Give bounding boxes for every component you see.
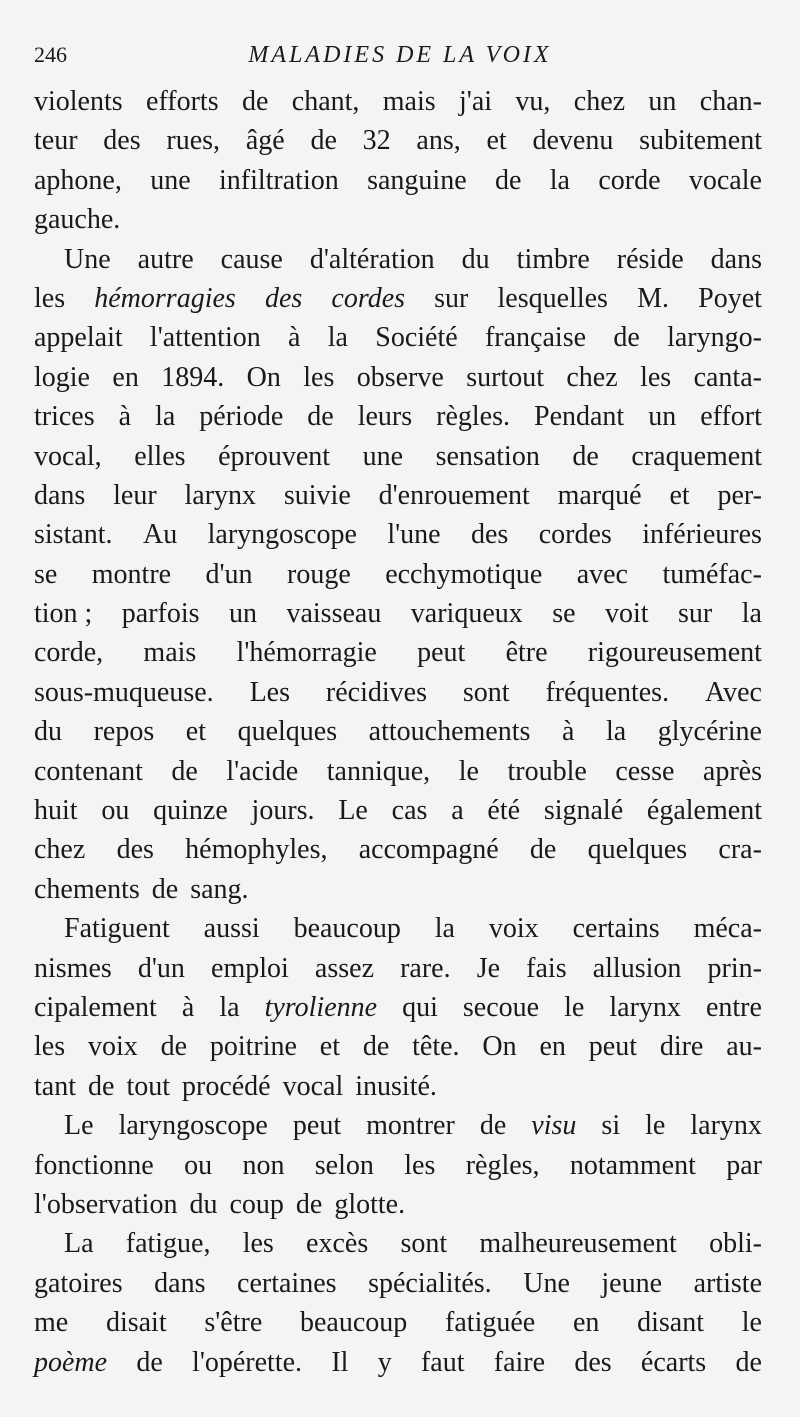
word: cordes: [538, 519, 612, 551]
word: elles: [134, 440, 186, 472]
text-line: [34, 200, 762, 239]
word: Les: [249, 676, 290, 708]
word: le: [741, 1307, 762, 1339]
word: des: [574, 1346, 612, 1378]
word: chez: [573, 86, 626, 117]
word: chez: [566, 361, 618, 393]
word: les: [303, 361, 335, 393]
word: sistant.: [34, 519, 113, 551]
word: M.: [637, 282, 669, 314]
word: tion ;: [34, 598, 93, 630]
word: dire: [659, 1031, 704, 1063]
word: éprouvent: [218, 440, 331, 472]
word: l'attention: [149, 322, 261, 354]
word: nismes: [34, 952, 112, 984]
word: la: [155, 401, 176, 433]
word: craquement: [631, 440, 762, 472]
word: canta-: [693, 361, 762, 393]
word: rues,: [166, 125, 221, 157]
word: le: [458, 755, 479, 787]
word: glotte.: [334, 1188, 406, 1220]
word: tuméfac-: [662, 558, 762, 590]
word: l'une: [387, 519, 441, 551]
word: Le: [338, 795, 368, 827]
text-line: [34, 161, 762, 200]
word: tyrolienne: [264, 991, 378, 1023]
word: suivie: [283, 479, 351, 511]
word: entre: [705, 991, 762, 1023]
word: autre: [137, 243, 194, 275]
word: laryngoscope: [118, 1110, 268, 1142]
word: Au: [142, 519, 178, 551]
text-line: [34, 121, 762, 160]
word: des: [103, 125, 141, 157]
word: cra-: [718, 834, 762, 866]
word: prin-: [707, 952, 762, 984]
word: chez: [34, 834, 86, 866]
word: inusité.: [355, 1070, 437, 1102]
word: poitrine: [209, 1031, 297, 1063]
text-line: [34, 318, 762, 357]
word: dans: [710, 243, 762, 275]
word: fonctionne: [34, 1149, 154, 1181]
word: de: [529, 834, 557, 866]
text-line: [34, 82, 762, 121]
word: montre: [91, 558, 172, 590]
word: une: [150, 164, 191, 196]
word: observe: [356, 361, 444, 393]
word: quelques: [587, 834, 688, 866]
word: disant: [637, 1307, 704, 1339]
word: le: [564, 991, 585, 1023]
text-line: [34, 476, 762, 515]
word: la: [741, 598, 762, 630]
word: fatigue,: [125, 1228, 211, 1260]
page-number: 246: [34, 42, 67, 67]
text-line: [34, 870, 762, 909]
word: tête.: [412, 1031, 460, 1063]
text-line: [34, 712, 762, 751]
word: chements: [34, 873, 140, 905]
word: Société: [375, 322, 458, 354]
word: rare.: [400, 952, 451, 984]
word: tannique,: [326, 755, 431, 787]
word: cordes: [331, 282, 406, 314]
word: infiltration: [218, 164, 339, 196]
word: hémorragies: [94, 282, 236, 314]
word: un: [648, 401, 677, 433]
word: sang.: [190, 873, 249, 905]
word: visu: [531, 1110, 577, 1142]
text-line: [34, 633, 762, 672]
word: cause: [220, 243, 283, 275]
word: Fatiguent: [64, 913, 170, 945]
word: et: [185, 716, 206, 748]
word: coup: [229, 1188, 284, 1220]
word: des: [470, 519, 509, 551]
word: rigoureusement: [587, 637, 762, 669]
word: quinze: [153, 795, 228, 827]
text-line: [34, 1303, 762, 1342]
word: assez: [314, 952, 374, 984]
word: fais: [526, 952, 567, 984]
word: emploi: [211, 952, 289, 984]
word: voix: [488, 913, 539, 945]
word: de: [307, 401, 334, 433]
word: devenu: [532, 125, 614, 157]
word: aphone,: [34, 164, 122, 196]
word: La: [64, 1228, 94, 1260]
word: procédé: [182, 1070, 271, 1102]
word: chant,: [291, 86, 360, 117]
word: non: [242, 1149, 285, 1181]
word: spécialités.: [368, 1267, 492, 1299]
word: excès: [306, 1228, 369, 1260]
word: vocale: [688, 164, 762, 196]
word: et: [669, 479, 690, 511]
text-line: [34, 358, 762, 397]
word: a: [451, 795, 464, 827]
word: faut: [420, 1346, 465, 1378]
word: tant: [34, 1070, 76, 1102]
word: allusion: [592, 952, 682, 984]
word: réside: [616, 243, 684, 275]
text-line: [34, 1264, 762, 1303]
running-head: [30, 42, 770, 78]
word: et: [319, 1031, 341, 1063]
word: les: [640, 361, 672, 393]
word: des: [264, 282, 303, 314]
word: d'un: [137, 952, 185, 984]
word: ecchymotique: [385, 558, 543, 590]
word: cesse: [615, 755, 675, 787]
word: Avec: [704, 676, 762, 708]
word: y: [377, 1346, 392, 1378]
word: en: [539, 1031, 566, 1063]
word: teur: [34, 125, 78, 157]
word: à: [181, 991, 195, 1023]
word: de: [479, 1110, 507, 1142]
word: à: [561, 716, 575, 748]
word: jours.: [251, 795, 315, 827]
word: hémophyles,: [185, 834, 328, 866]
text-line: [34, 515, 762, 554]
word: la: [605, 716, 627, 748]
word: inférieures: [642, 519, 762, 551]
text-line: [34, 988, 762, 1027]
word: de: [88, 1070, 115, 1102]
word: être: [505, 637, 548, 669]
word: logie: [34, 361, 90, 393]
word: les: [404, 1149, 436, 1181]
word: après: [702, 755, 762, 787]
word: accompagné: [358, 834, 499, 866]
word: dans: [34, 479, 86, 511]
word: Il: [331, 1346, 349, 1378]
word: vocal: [282, 1070, 344, 1102]
word: notamment: [569, 1149, 696, 1181]
word: glycérine: [657, 716, 762, 748]
word: la: [219, 991, 240, 1023]
text-line: [34, 1027, 762, 1066]
word: une: [362, 440, 404, 472]
word: fatiguée: [445, 1307, 536, 1339]
text-line: [34, 1343, 762, 1382]
word: règles.: [436, 401, 510, 433]
word: voix: [87, 1031, 138, 1063]
word: contenant: [34, 755, 143, 787]
word: les: [242, 1228, 274, 1260]
word: laryngo-: [667, 322, 762, 354]
word: Je: [476, 952, 501, 984]
word: de: [310, 125, 337, 157]
word: chan-: [699, 86, 762, 117]
word: lesquelles: [497, 282, 608, 314]
word: sur: [434, 282, 469, 314]
word: mais: [143, 637, 197, 669]
word: obli-: [709, 1228, 762, 1260]
text-line: [34, 1067, 762, 1106]
word: huit: [34, 795, 78, 827]
word: peut: [292, 1110, 342, 1142]
word: rouge: [287, 558, 351, 590]
word: récidives: [325, 676, 427, 708]
word: dans: [154, 1267, 206, 1299]
word: faire: [493, 1346, 546, 1378]
word: On: [482, 1031, 517, 1063]
word: au-: [726, 1031, 762, 1063]
word: du: [461, 243, 490, 275]
word: également: [646, 795, 762, 827]
word: vocal,: [34, 440, 102, 472]
word: artiste: [693, 1267, 762, 1299]
word: si: [601, 1110, 621, 1142]
word: effort: [700, 401, 762, 433]
word: quelques: [237, 716, 338, 748]
word: d'enrouement: [378, 479, 530, 511]
text-line: [34, 397, 762, 436]
word: de: [151, 873, 179, 905]
word: ou: [101, 795, 130, 827]
word: peut: [417, 637, 466, 669]
word: par: [726, 1149, 762, 1181]
word: sont: [462, 676, 510, 708]
word: repos: [93, 716, 155, 748]
word: méca-: [693, 913, 762, 945]
word: sensation: [435, 440, 540, 472]
word: peut: [588, 1031, 637, 1063]
word: l'observation: [34, 1188, 178, 1220]
word: subitement: [639, 125, 762, 157]
word: ou: [184, 1149, 213, 1181]
word: le: [645, 1110, 666, 1142]
word: la: [434, 913, 455, 945]
word: sanguine: [367, 164, 467, 196]
word: vaisseau: [286, 598, 382, 630]
word: avec: [576, 558, 628, 590]
word: sur: [678, 598, 713, 630]
word: française: [484, 322, 587, 354]
word: Une: [64, 243, 111, 275]
word: marqué: [557, 479, 642, 511]
word: signalé: [543, 795, 624, 827]
word: malheureusement: [479, 1228, 677, 1260]
text-line: [34, 1224, 762, 1263]
word: âgé: [245, 125, 285, 157]
word: beaucoup: [300, 1307, 408, 1339]
text-line: [34, 791, 762, 830]
word: à: [118, 401, 132, 433]
word: de: [362, 1031, 390, 1063]
word: et: [486, 125, 507, 157]
text-line: [34, 594, 762, 633]
text-line: [34, 1185, 762, 1224]
word: se: [552, 598, 576, 630]
word: violents: [34, 86, 123, 117]
word: de: [494, 164, 522, 196]
text-line: [34, 279, 762, 318]
word: de: [572, 440, 599, 472]
word: 32: [362, 125, 391, 157]
text-line: [34, 1106, 762, 1145]
word: du: [189, 1188, 218, 1220]
word: un: [229, 598, 258, 630]
word: trices: [34, 401, 95, 433]
word: secoue: [462, 991, 540, 1023]
word: On: [246, 361, 281, 393]
word: écarts: [640, 1346, 707, 1378]
word: s'être: [204, 1307, 263, 1339]
word: Pendant: [534, 401, 625, 433]
word: gatoires: [34, 1267, 123, 1299]
word: per-: [717, 479, 762, 511]
word: l'hémorragie: [236, 637, 377, 669]
running-title: MALADIES DE LA VOIX: [248, 42, 552, 68]
word: se: [34, 558, 58, 590]
word: certains: [572, 913, 660, 945]
word: leur: [113, 479, 157, 511]
word: de: [241, 86, 269, 117]
text-line: [34, 555, 762, 594]
word: timbre: [516, 243, 590, 275]
word: la: [549, 164, 570, 196]
word: larynx: [184, 479, 257, 511]
text-line: [34, 240, 762, 279]
word: sous-muqueuse.: [34, 676, 214, 708]
word: cas: [391, 795, 428, 827]
word: corde: [598, 164, 661, 196]
word: règles,: [465, 1149, 540, 1181]
word: attouchements: [368, 716, 531, 748]
word: selon: [314, 1149, 374, 1181]
word: un: [648, 86, 677, 117]
word: des: [116, 834, 154, 866]
word: jeune: [601, 1267, 663, 1299]
text-line: [34, 673, 762, 712]
text-line: [34, 830, 762, 869]
word: me: [34, 1307, 69, 1339]
word: cipalement: [34, 991, 157, 1023]
text-line: [34, 1146, 762, 1185]
word: l'acide: [226, 755, 299, 787]
word: du: [34, 716, 62, 748]
word: variqueux: [410, 598, 523, 630]
word: aussi: [203, 913, 260, 945]
word: été: [487, 795, 521, 827]
word: sont: [400, 1228, 448, 1260]
word: la: [327, 322, 348, 354]
word: ans,: [416, 125, 461, 157]
word: de: [613, 322, 640, 354]
word: de: [171, 755, 198, 787]
word: laryngoscope: [207, 519, 357, 551]
word: appelait: [34, 322, 123, 354]
word: Poyet: [698, 282, 762, 314]
word: les: [34, 1031, 66, 1063]
word: les: [34, 282, 66, 314]
word: disait: [105, 1307, 167, 1339]
word: l'opérette.: [192, 1346, 303, 1378]
word: leurs: [357, 401, 413, 433]
word: montrer: [366, 1110, 455, 1142]
text-line: [34, 752, 762, 791]
word: en: [572, 1307, 600, 1339]
word: voit: [604, 598, 649, 630]
word: trouble: [507, 755, 587, 787]
word: j'ai: [459, 86, 493, 117]
text-line: [34, 909, 762, 948]
word: à: [288, 322, 301, 354]
word: beaucoup: [293, 913, 401, 945]
word: en: [112, 361, 139, 393]
word: Une: [523, 1267, 570, 1299]
word: 1894.: [161, 361, 225, 393]
word: mais: [382, 86, 436, 117]
word: parfois: [121, 598, 200, 630]
word: de: [136, 1346, 163, 1378]
word: période: [199, 401, 284, 433]
body-text: [34, 82, 762, 1382]
text-line: [34, 437, 762, 476]
word: tout: [126, 1070, 170, 1102]
word: larynx: [609, 991, 681, 1023]
word: d'altération: [309, 243, 435, 275]
word: surtout: [466, 361, 544, 393]
word: larynx: [690, 1110, 762, 1142]
word: fréquentes.: [545, 676, 670, 708]
word: gauche.: [34, 204, 121, 236]
word: Le: [64, 1110, 94, 1142]
word: de: [735, 1346, 762, 1378]
word: d'un: [205, 558, 253, 590]
word: corde,: [34, 637, 104, 669]
word: qui: [402, 991, 438, 1023]
word: de: [295, 1188, 323, 1220]
word: efforts: [146, 86, 219, 117]
word: poème: [34, 1346, 108, 1378]
word: vu,: [515, 86, 551, 117]
text-line: [34, 949, 762, 988]
word: certaines: [237, 1267, 337, 1299]
word: de: [160, 1031, 188, 1063]
